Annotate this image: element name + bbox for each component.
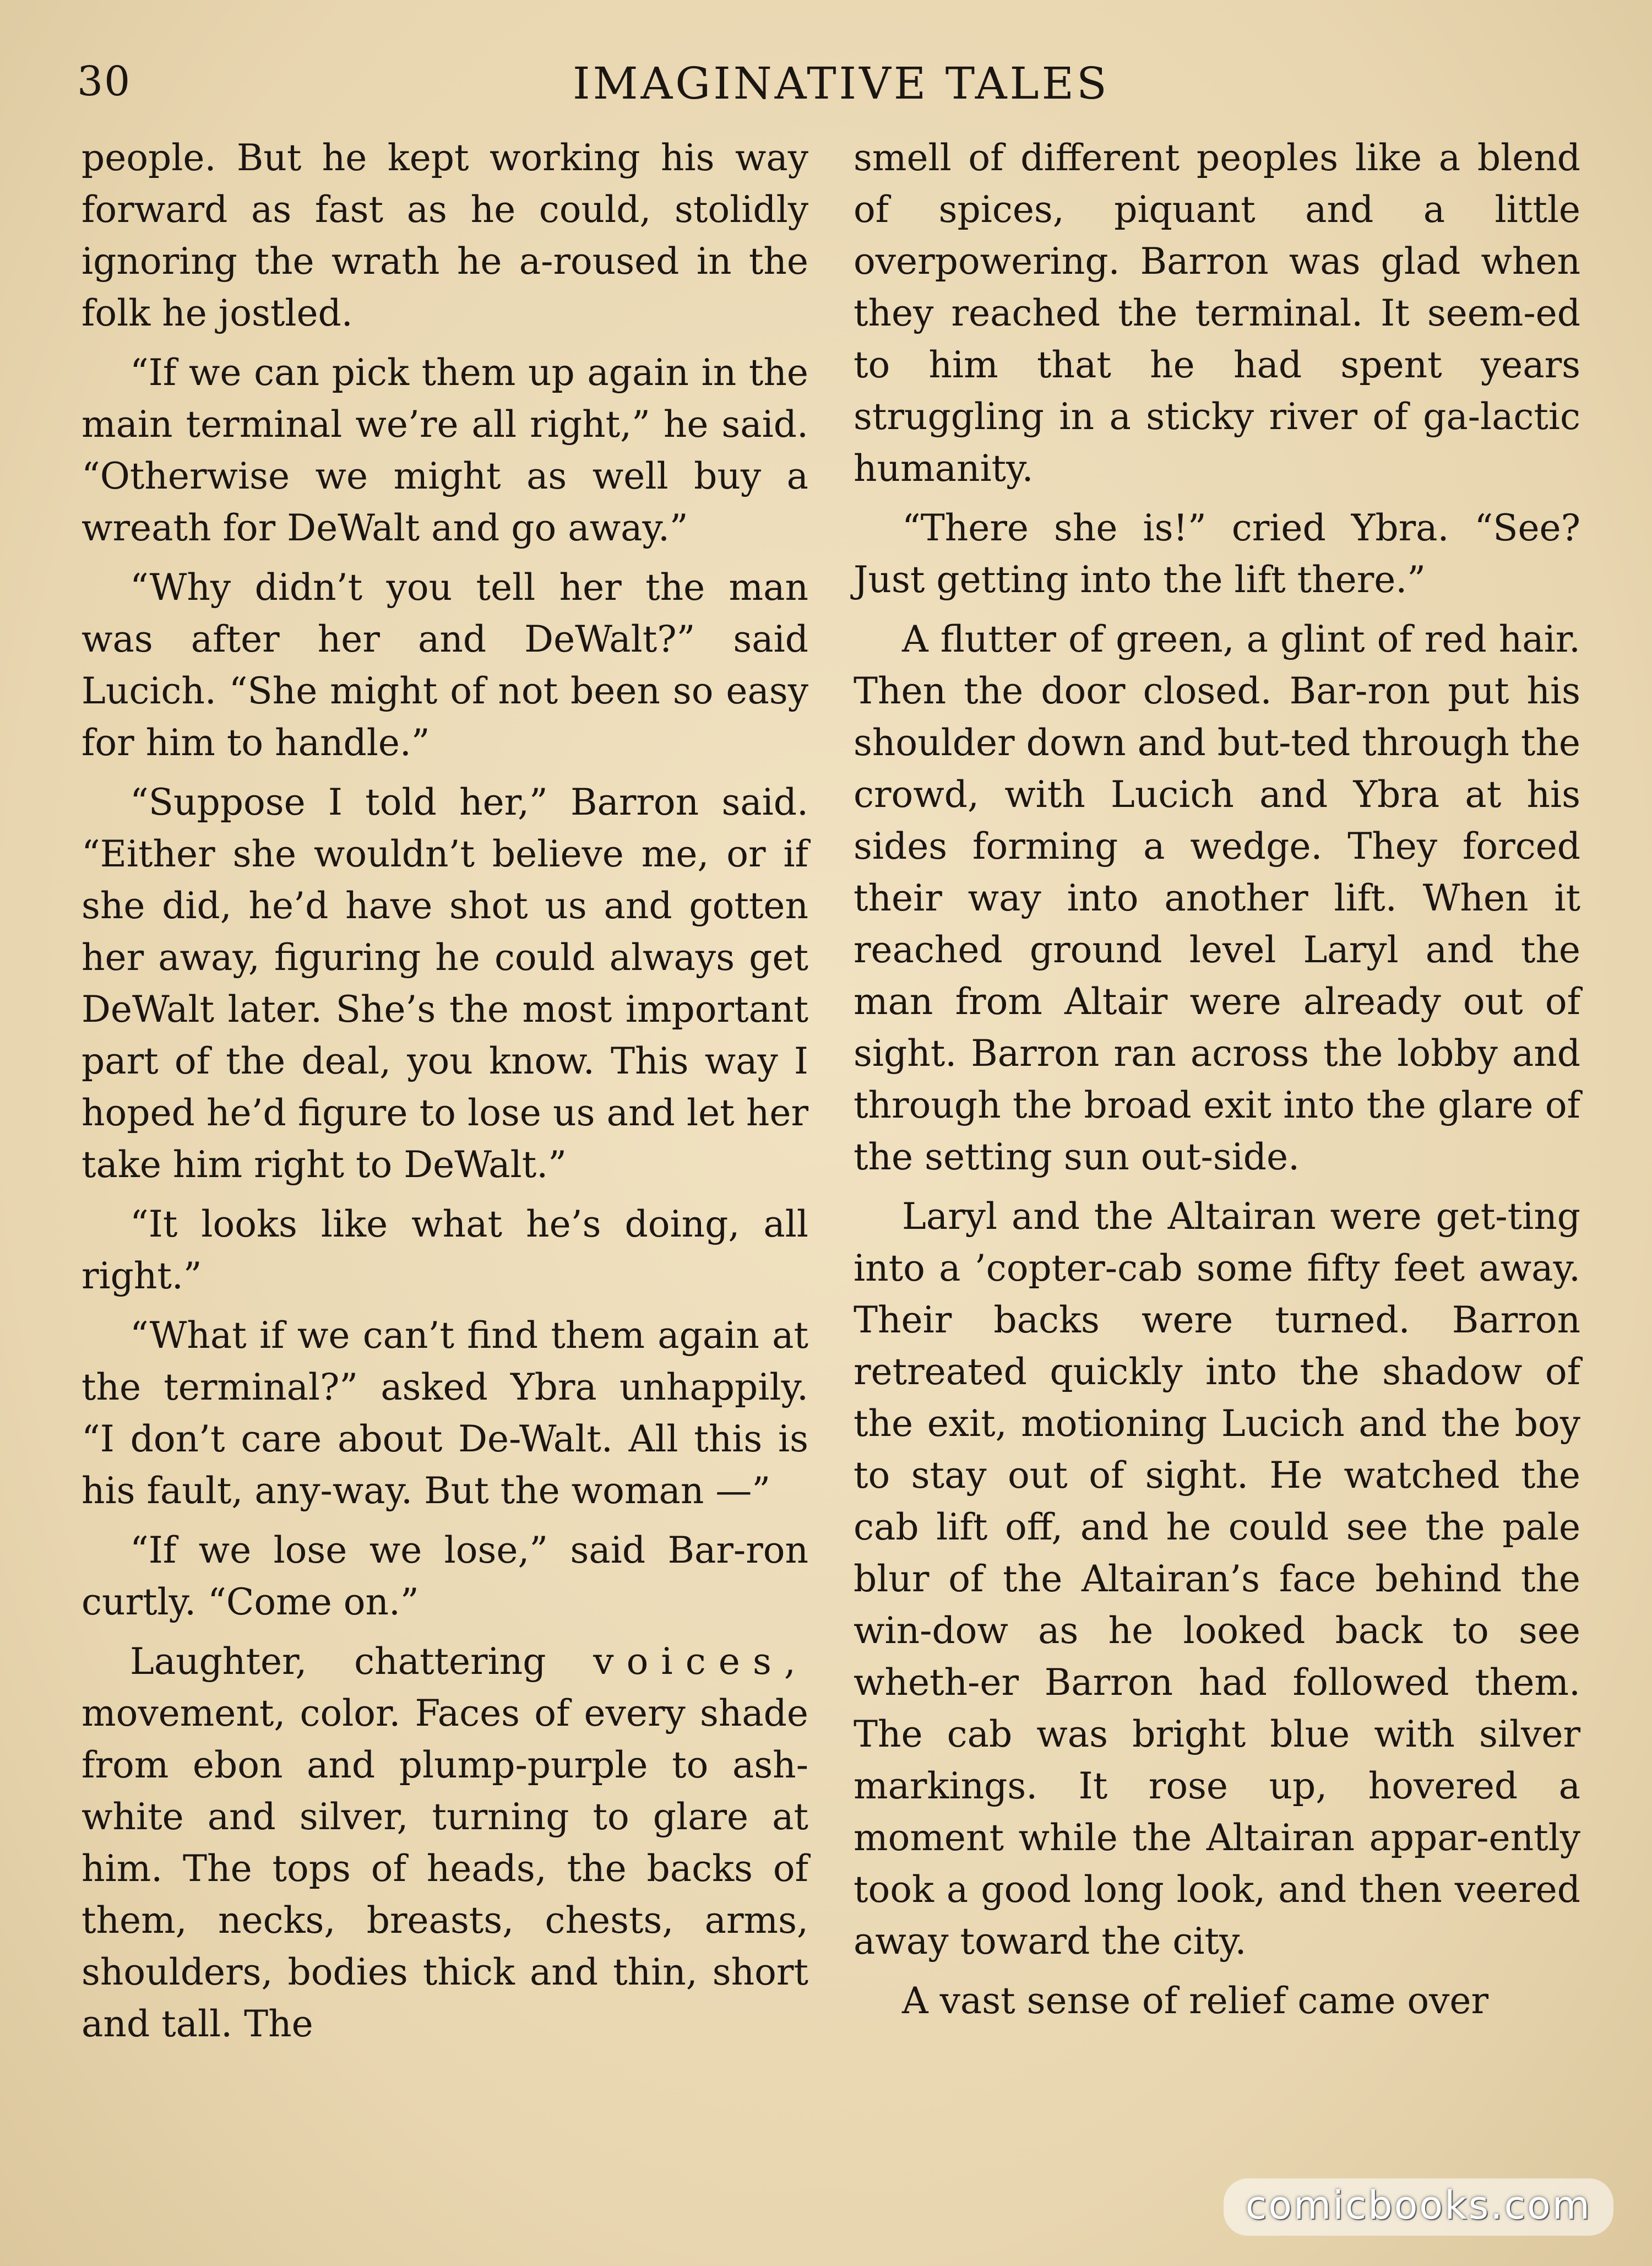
paragraph: people. But he kept working his way forward as fast as he could, stolidly ignoring the wrath he a-roused in the folk he jostled. [81,137,808,334]
paragraph [81,1636,808,2050]
paragraph: Laryl and the Altairan were get-ting into a ’copter-cab some fifty feet away. Their backs were turned. Barron retreated quickly into the shadow of the exit, motioning Lucich and the boy to stay out of sight. He watched the cab lift off, and he could see the pale blur of the Altairan’s face behind the win-dow as he looked back to see wheth-er Barron had followed them. The cab was bright blue with silver markings. It rose up, hovered a moment while the Altairan appar-ently took a good long look, and then veered away toward the city. [854,1195,1580,1963]
paragraph: “Suppose I told her,” Barron said. “Either she wouldn’t believe me, or if she did, he’d have shot us and gotten her away, figuring he could always get DeWalt later. She’s the most important part of the deal, you know. This way I hoped he’d figure to lose us and let her take him right to DeWalt.” [81,781,808,1186]
paragraph-lead: Laughter, chattering [130,1640,594,1683]
paragraph: “If we lose we lose,” said Bar-ron curtly. “Come on.” [81,1529,808,1623]
paragraph: smell of different peoples like a blend of spices, piquant and a little overpowering. Barron was glad when they reached the terminal. It seem-ed to him that he had spent years struggling in a sticky river of ga-lactic humanity. [854,137,1580,490]
page-number: 30 [77,58,132,105]
paragraph: A vast sense of relief came over [902,1980,1488,2022]
paragraph: “There she is!” cried Ybra. “See? Just getting into the lift there.” [854,507,1580,601]
paragraph: A flutter of green, a glint of red hair. Then the door closed. Bar-ron put his shoulder down and but-ted through the crowd, with Lucich and Ybra at his sides forming a wedge. They forced their way into another lift. When it reached ground level Laryl and the man from Altair were already out of sight. Barron ran across the lobby and through the broad exit into the glare of the setting sun out-side. [854,618,1580,1178]
journal-title: IMAGINATIVE TALES [573,58,1110,109]
left-column [81,132,808,2058]
running-head [77,58,1597,118]
site-watermark: comicbooks.com [1224,2178,1613,2236]
paragraph: “If we can pick them up again in the main terminal we’re all right,” he said. “Otherwise we might as well buy a wreath for DeWalt and go away.” [81,351,808,549]
paragraph: “It looks like what he’s doing, all right.” [81,1203,808,1297]
paragraph: “Why didn’t you tell her the man was after her and DeWalt?” said Lucich. “She might of not been so easy for him to handle.” [81,566,808,764]
letterspaced-word: voices, [593,1640,808,1683]
paragraph-rest: movement, color. Faces of every shade from ebon and plump-purple to ash-white and silver, turning to glare at him. The tops of heads, the backs of them, necks, breasts, chests, arms, shoulders, bodies thick and thin, short and tall. The [81,1692,808,2045]
right-column [854,132,1580,2035]
paragraph: “What if we can’t find them again at the terminal?” asked Ybra unhappily. “I don’t care about De-Walt. All this is his fault, any-way. But the woman —” [81,1314,808,1512]
